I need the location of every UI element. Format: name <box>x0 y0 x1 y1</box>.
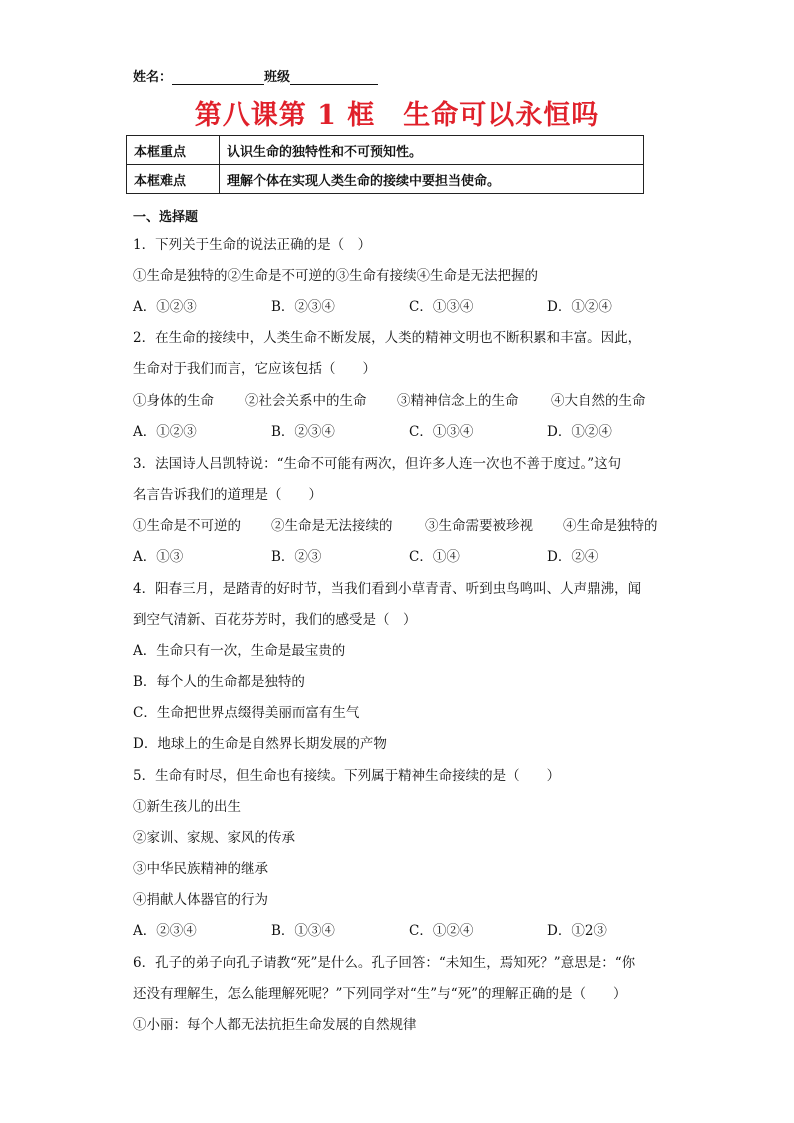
item: ④生命是独特的 <box>563 518 658 534</box>
option-b: B．②③ <box>271 549 322 565</box>
item: ③生命需要被珍视 <box>425 518 533 534</box>
table-value: 理解个体在实现人类生命的接续中要担当使命。 <box>220 165 644 194</box>
name-blank <box>172 72 264 85</box>
question-stem: 3．法国诗人吕凯特说：“生命不可能有两次，但许多人连一次也不善于度过。”这句 <box>133 456 622 472</box>
option-b: B．①③④ <box>271 923 335 939</box>
question-item: ④捐献人体器官的行为 <box>133 892 268 908</box>
focus-table <box>126 135 644 194</box>
option-d: D．①2③ <box>547 923 607 939</box>
table-row <box>127 165 644 194</box>
table-key: 本框难点 <box>127 165 220 194</box>
item: ③精神信念上的生命 <box>397 393 519 409</box>
question-stem: 6．孔子的弟子向孔子请教“死”是什么。孔子回答：“未知生，焉知死？”意思是：“你 <box>133 955 636 971</box>
lesson-title: 第八课第 1 框 生命可以永恒吗 <box>194 100 600 131</box>
item: ②生命是无法接续的 <box>271 518 393 534</box>
option-a: A．生命只有一次，生命是最宝贵的 <box>133 643 346 659</box>
question-stem: 1．下列关于生命的说法正确的是（ ） <box>133 237 372 253</box>
class-blank <box>290 72 378 85</box>
item: ②社会关系中的生命 <box>245 393 367 409</box>
table-row <box>127 136 644 165</box>
name-label: 姓名： <box>133 70 173 85</box>
question-item: ③中华民族精神的继承 <box>133 861 268 877</box>
option-b: B．每个人的生命都是独特的 <box>133 674 305 690</box>
item: ①身体的生命 <box>133 393 214 409</box>
question-stem: 2．在生命的接续中，人类生命不断发展，人类的精神文明也不断积累和丰富。因此， <box>133 330 642 346</box>
table-key: 本框重点 <box>127 136 220 165</box>
question-stem: 4．阳春三月，是踏青的好时节，当我们看到小草青青、听到虫鸟鸣叫、人声鼎沸，闻 <box>133 581 642 597</box>
option-d: D．②④ <box>547 549 599 565</box>
option-c: C．①③④ <box>409 299 474 315</box>
question-stem: 5．生命有时尽，但生命也有接续。下列属于精神生命接续的是（ ） <box>133 768 561 784</box>
question-item: ①新生孩儿的出生 <box>133 799 241 815</box>
table-value: 认识生命的独特性和不可预知性。 <box>220 136 644 165</box>
option-a: A．①②③ <box>133 299 197 315</box>
item: ④大自然的生命 <box>551 393 646 409</box>
option-a: A．①③ <box>133 549 184 565</box>
section-title: 一、选择题 <box>133 210 199 225</box>
student-info-line <box>133 66 378 85</box>
option-c: C．①②④ <box>409 923 474 939</box>
option-d: D．地球上的生命是自然界长期发展的产物 <box>133 736 387 752</box>
option-d: D．①②④ <box>547 299 612 315</box>
class-label: 班级 <box>264 70 291 85</box>
option-a: A．②③④ <box>133 923 197 939</box>
option-c: C．①③④ <box>409 424 474 440</box>
question-item: ①小丽：每个人都无法抗拒生命发展的自然规律 <box>133 1017 417 1033</box>
question-item: ②家训、家规、家风的传承 <box>133 830 295 846</box>
option-a: A．①②③ <box>133 424 197 440</box>
option-c: C．生命把世界点缀得美丽而富有生气 <box>133 705 360 721</box>
question-stem: 还没有理解生，怎么能理解死呢？”下列同学对“生”与“死”的理解正确的是（ ） <box>133 986 627 1002</box>
option-d: D．①②④ <box>547 424 612 440</box>
question-stem: 名言告诉我们的道理是（ ） <box>133 487 322 503</box>
option-c: C．①④ <box>409 549 460 565</box>
question-items: ①生命是独特的②生命是不可逆的③生命有接续④生命是无法把握的 <box>133 268 538 284</box>
question-stem: 到空气清新、百花芬芳时，我们的感受是（ ） <box>133 612 417 628</box>
item: ①生命是不可逆的 <box>133 518 241 534</box>
question-stem: 生命对于我们而言，它应该包括（ ） <box>133 361 376 377</box>
option-b: B．②③④ <box>271 424 335 440</box>
option-b: B．②③④ <box>271 299 335 315</box>
